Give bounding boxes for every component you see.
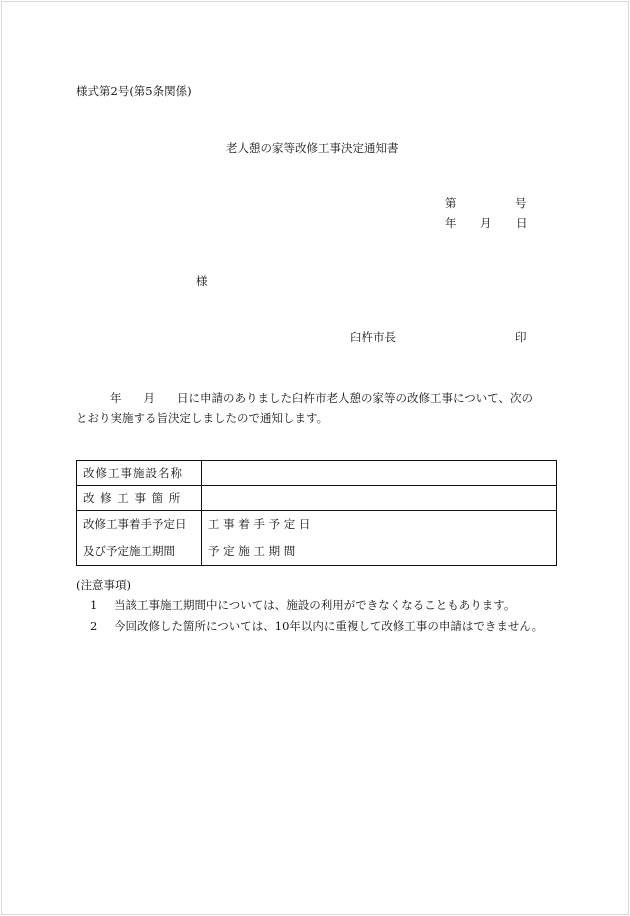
facility-name-label: 改修工事施設名称 bbox=[77, 461, 202, 486]
table-row bbox=[77, 511, 557, 566]
notice-body bbox=[76, 388, 556, 428]
table-row bbox=[77, 461, 557, 486]
start-date-label: 工 事 着 手 予 定 日 bbox=[208, 517, 311, 531]
schedule-label-b: 及び予定施工期間 bbox=[83, 544, 175, 558]
issuer-name: 臼杵市長 bbox=[350, 330, 396, 344]
body-month: 月 bbox=[143, 391, 155, 405]
note-text: 今回改修した箇所については、10年以内に重複して改修工事の申請はできません。 bbox=[114, 619, 544, 633]
note-number: 2 bbox=[90, 619, 98, 633]
body-line1-text: 日に申請のありました臼杵市老人憩の家等の改修工事について、次の bbox=[177, 391, 534, 405]
form-number: 様式第2号(第5条関係) bbox=[76, 84, 192, 98]
note-number: 1 bbox=[90, 598, 98, 612]
schedule-label bbox=[77, 511, 202, 566]
repair-location-label: 改 修 工 事 箇 所 bbox=[77, 486, 202, 511]
construction-period-label: 予 定 施 工 期 間 bbox=[208, 544, 296, 558]
note-item bbox=[90, 600, 515, 612]
body-year: 年 bbox=[110, 391, 122, 405]
facility-name-field[interactable] bbox=[202, 461, 557, 486]
note-text: 当該工事施工期間中については、施設の利用ができなくなることもあります。 bbox=[114, 598, 516, 612]
project-info-table bbox=[76, 460, 557, 566]
issue-date-month: 月 bbox=[480, 216, 492, 230]
schedule-field[interactable] bbox=[202, 511, 557, 566]
table-row bbox=[77, 486, 557, 511]
notes-title: (注意事項) bbox=[76, 578, 131, 592]
page-border bbox=[1, 1, 629, 915]
issue-date-day: 日 bbox=[516, 216, 528, 230]
reference-number-prefix: 第 bbox=[445, 196, 457, 210]
notice-body-line-2: とおり実施する旨決定しましたので通知します。 bbox=[76, 411, 329, 425]
seal-mark: 印 bbox=[515, 330, 527, 344]
reference-number-suffix: 号 bbox=[515, 196, 527, 210]
note-item bbox=[90, 621, 543, 633]
notice-body-line-1 bbox=[76, 388, 556, 408]
issue-date-year: 年 bbox=[445, 216, 457, 230]
schedule-label-a: 改修工事着手予定日 bbox=[83, 517, 187, 531]
addressee-honorific: 様 bbox=[196, 274, 208, 288]
document-title: 老人憩の家等改修工事決定通知書 bbox=[226, 141, 399, 155]
repair-location-field[interactable] bbox=[202, 486, 557, 511]
